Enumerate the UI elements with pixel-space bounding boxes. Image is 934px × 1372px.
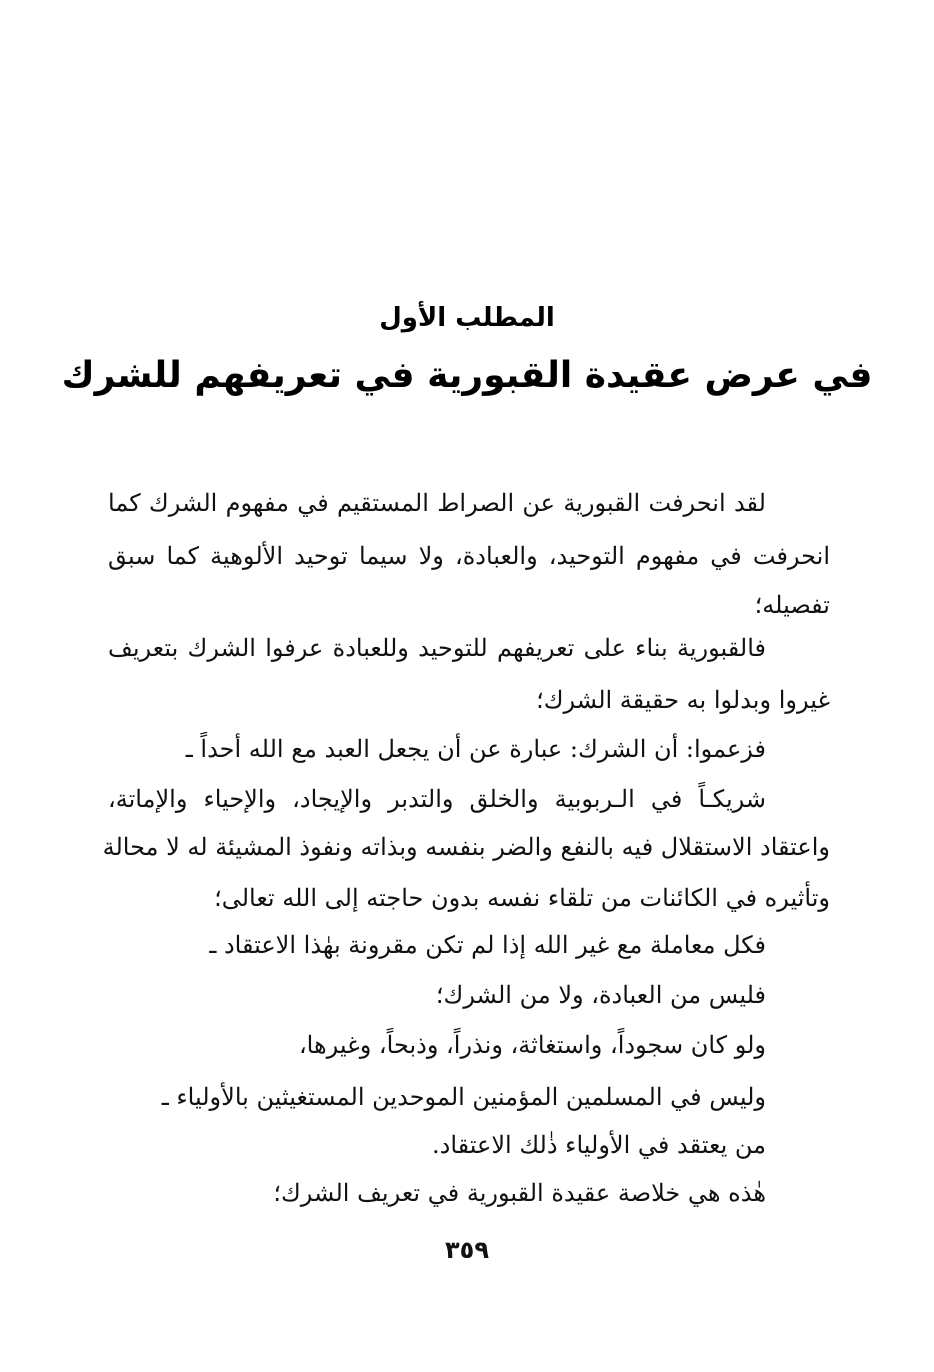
body-line: انحرفت في مفهوم التوحيد، والعبادة، ولا سيما توحيد الألوهية كما سبق [108,542,830,570]
section-title: في عرض عقيدة القبورية في تعريفهم للشرك [61,355,873,396]
body-line: فالقبورية بناء على تعريفهم للتوحيد وللعبادة عرفوا الشرك بتعريف [108,634,766,662]
body-line: وليس في المسلمين المؤمنين الموحدين المستغيثين بالأولياء ـ [161,1083,766,1111]
page-number: ٣٥٩ [445,1236,489,1264]
body-line: هٰذه هي خلاصة عقيدة القبورية في تعريف الشرك؛ [273,1179,766,1207]
body-line: فكل معاملة مع غير الله إذا لم تكن مقرونة بهٰذا الاعتقاد ـ [209,931,766,959]
body-line: غيروا وبدلوا به حقيقة الشرك؛ [536,686,830,714]
body-line: فزعموا: أن الشرك: عبارة عن أن يجعل العبد مع الله أحداً ـ [185,735,766,763]
body-line: لقد انحرفت القبورية عن الصراط المستقيم في مفهوم الشرك كما [108,489,766,517]
body-line: شريكـاً في الـربوبية والخلق والتدبر والإيجاد، والإحياء والإماتة، [108,785,766,813]
body-line: تفصيله؛ [754,591,830,619]
body-line: ولو كان سجوداً، واستغاثة، ونذراً، وذبحاً، وغيرها، [298,1031,766,1059]
body-line: واعتقاد الاستقلال فيه بالنفع والضر بنفسه وبذاته ونفوذ المشيئة له لا محالة [102,833,830,861]
body-line: من يعتقد في الأولياء ذٰلك الاعتقاد. [432,1131,766,1159]
body-line: فليس من العبادة، ولا من الشرك؛ [435,981,766,1009]
section-subtitle: المطلب الأول [379,303,555,333]
body-line: وتأثيره في الكائنات من تلقاء نفسه بدون حاجته إلى الله تعالى؛ [214,884,830,912]
